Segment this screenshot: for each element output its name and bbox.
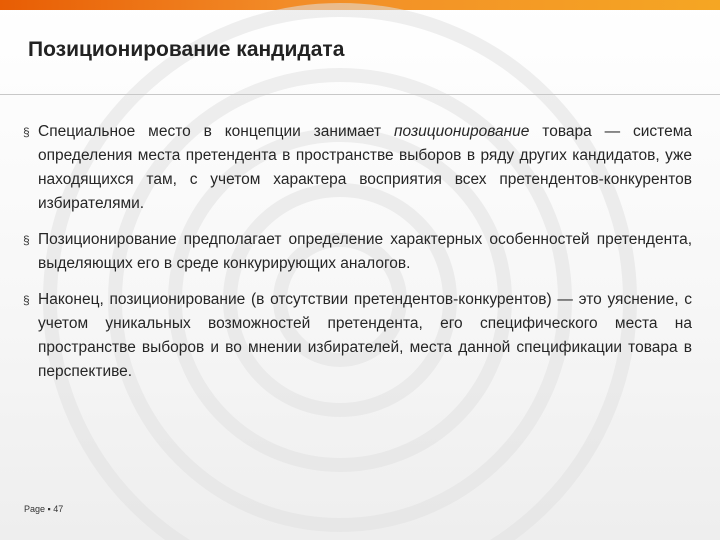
bullet-list — [22, 120, 692, 396]
page-number: Page ▪ 47 — [24, 504, 64, 514]
bullet-marker: § — [23, 293, 30, 307]
bullet-marker: § — [23, 233, 30, 247]
bullet-item — [22, 288, 692, 384]
bullet-item — [22, 120, 692, 216]
bullet-text-italic: позиционирование — [393, 123, 530, 140]
bullet-text-after: товара — система определения места претендента в пространстве выборов в ряду других кандидатов, уже находящихся там, с учетом характера восприятия всех претендентов-конкурентов избирателями. — [38, 123, 692, 212]
title-divider — [0, 94, 720, 95]
bullet-text: Наконец, позиционирование (в отсутствии претендентов-конкурентов) — это уяснение, с учетом уникальных возможностей претендента, его специфического места на пространстве выборов и во мнении избирателей, места данной спецификации товара в перспективе. — [38, 291, 692, 380]
bullet-text: Позиционирование предполагает определение характерных особенностей претендента, выделяющих его в среде конкурирующих аналогов. — [38, 231, 692, 272]
slide-title: Позиционирование кандидата — [28, 38, 345, 61]
bullet-marker: § — [23, 125, 30, 139]
bullet-item — [22, 228, 692, 276]
bullet-text-before: Специальное место в концепции занимает — [38, 123, 394, 140]
